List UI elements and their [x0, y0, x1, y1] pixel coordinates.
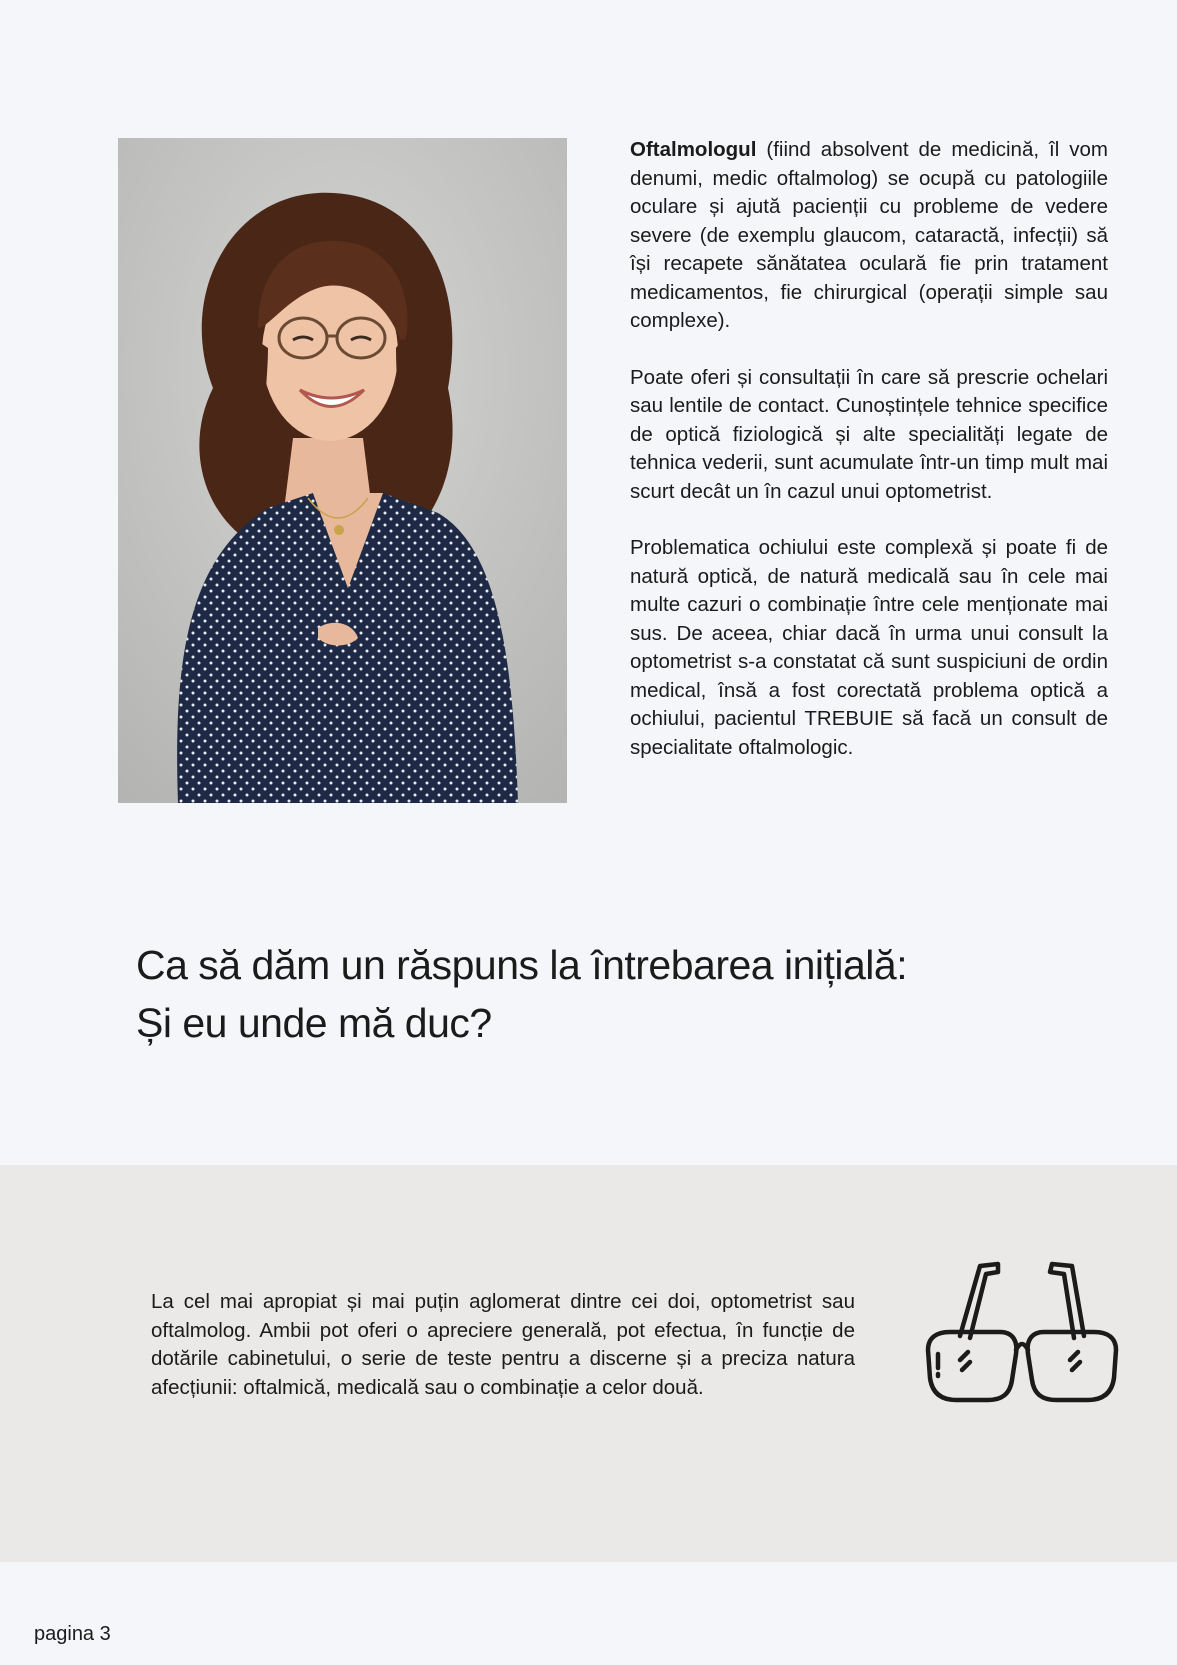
- glasses-icon: [922, 1258, 1122, 1418]
- page-number: pagina 3: [34, 1623, 111, 1645]
- headline-line-1: Ca să dăm un răspuns la întrebarea inițială:: [136, 942, 908, 988]
- intro-paragraph-1-rest: (fiind absolvent de medicină, îl vom denumi, medic oftalmolog) se ocupă cu patologiile oculare și ajută pacienții cu probleme de vedere severe (de exemplu glaucom, cataractă, infecții) să își recapete sănătatea oculară fie prin tratament medicamentos, fie chirurgical (operații simple sau complexe).: [630, 138, 1108, 332]
- section-headline: [136, 936, 1096, 1052]
- bold-term-oftalmologul: Oftalmologul: [630, 138, 757, 161]
- answer-text: La cel mai apropiat și mai puțin aglomerat dintre cei doi, optometrist sau oftalmolog. Ambii pot oferi o apreciere generală, pot efectua, în funcție de dotările cabinetului, o serie de teste pentru a discerne și a preciza natura afecțiunii: oftalmică, medicală sau o combinație a celor două.: [151, 1290, 855, 1399]
- intro-paragraph-1: [630, 136, 1108, 336]
- intro-paragraph-3: Problematica ochiului este complexă și poate fi de natură optică, de natură medicală sau în cele mai multe cazuri o combinație între cele menționate mai sus. De aceea, chiar dacă în urma unui consult la optometrist s-a constatat că sunt suspiciuni de ordin medical, însă a fost corectată problema optică a ochiului, pacientul TREBUIE să facă un consult de specialitate oftalmologic.: [630, 536, 1108, 759]
- intro-text-column: [630, 136, 1108, 790]
- intro-paragraph-2: Poate oferi și consultații în care să prescrie ochelari sau lentile de contact. Cunoștințele tehnice specifice de optică fiziologică și alte specialități legate de tehnica vederii, sunt acumulate într-un timp mult mai scurt decât un în cazul unui optometrist.: [630, 365, 1108, 503]
- portrait-photo: [118, 138, 567, 803]
- headline-line-2: Și eu unde mă duc?: [136, 1000, 492, 1046]
